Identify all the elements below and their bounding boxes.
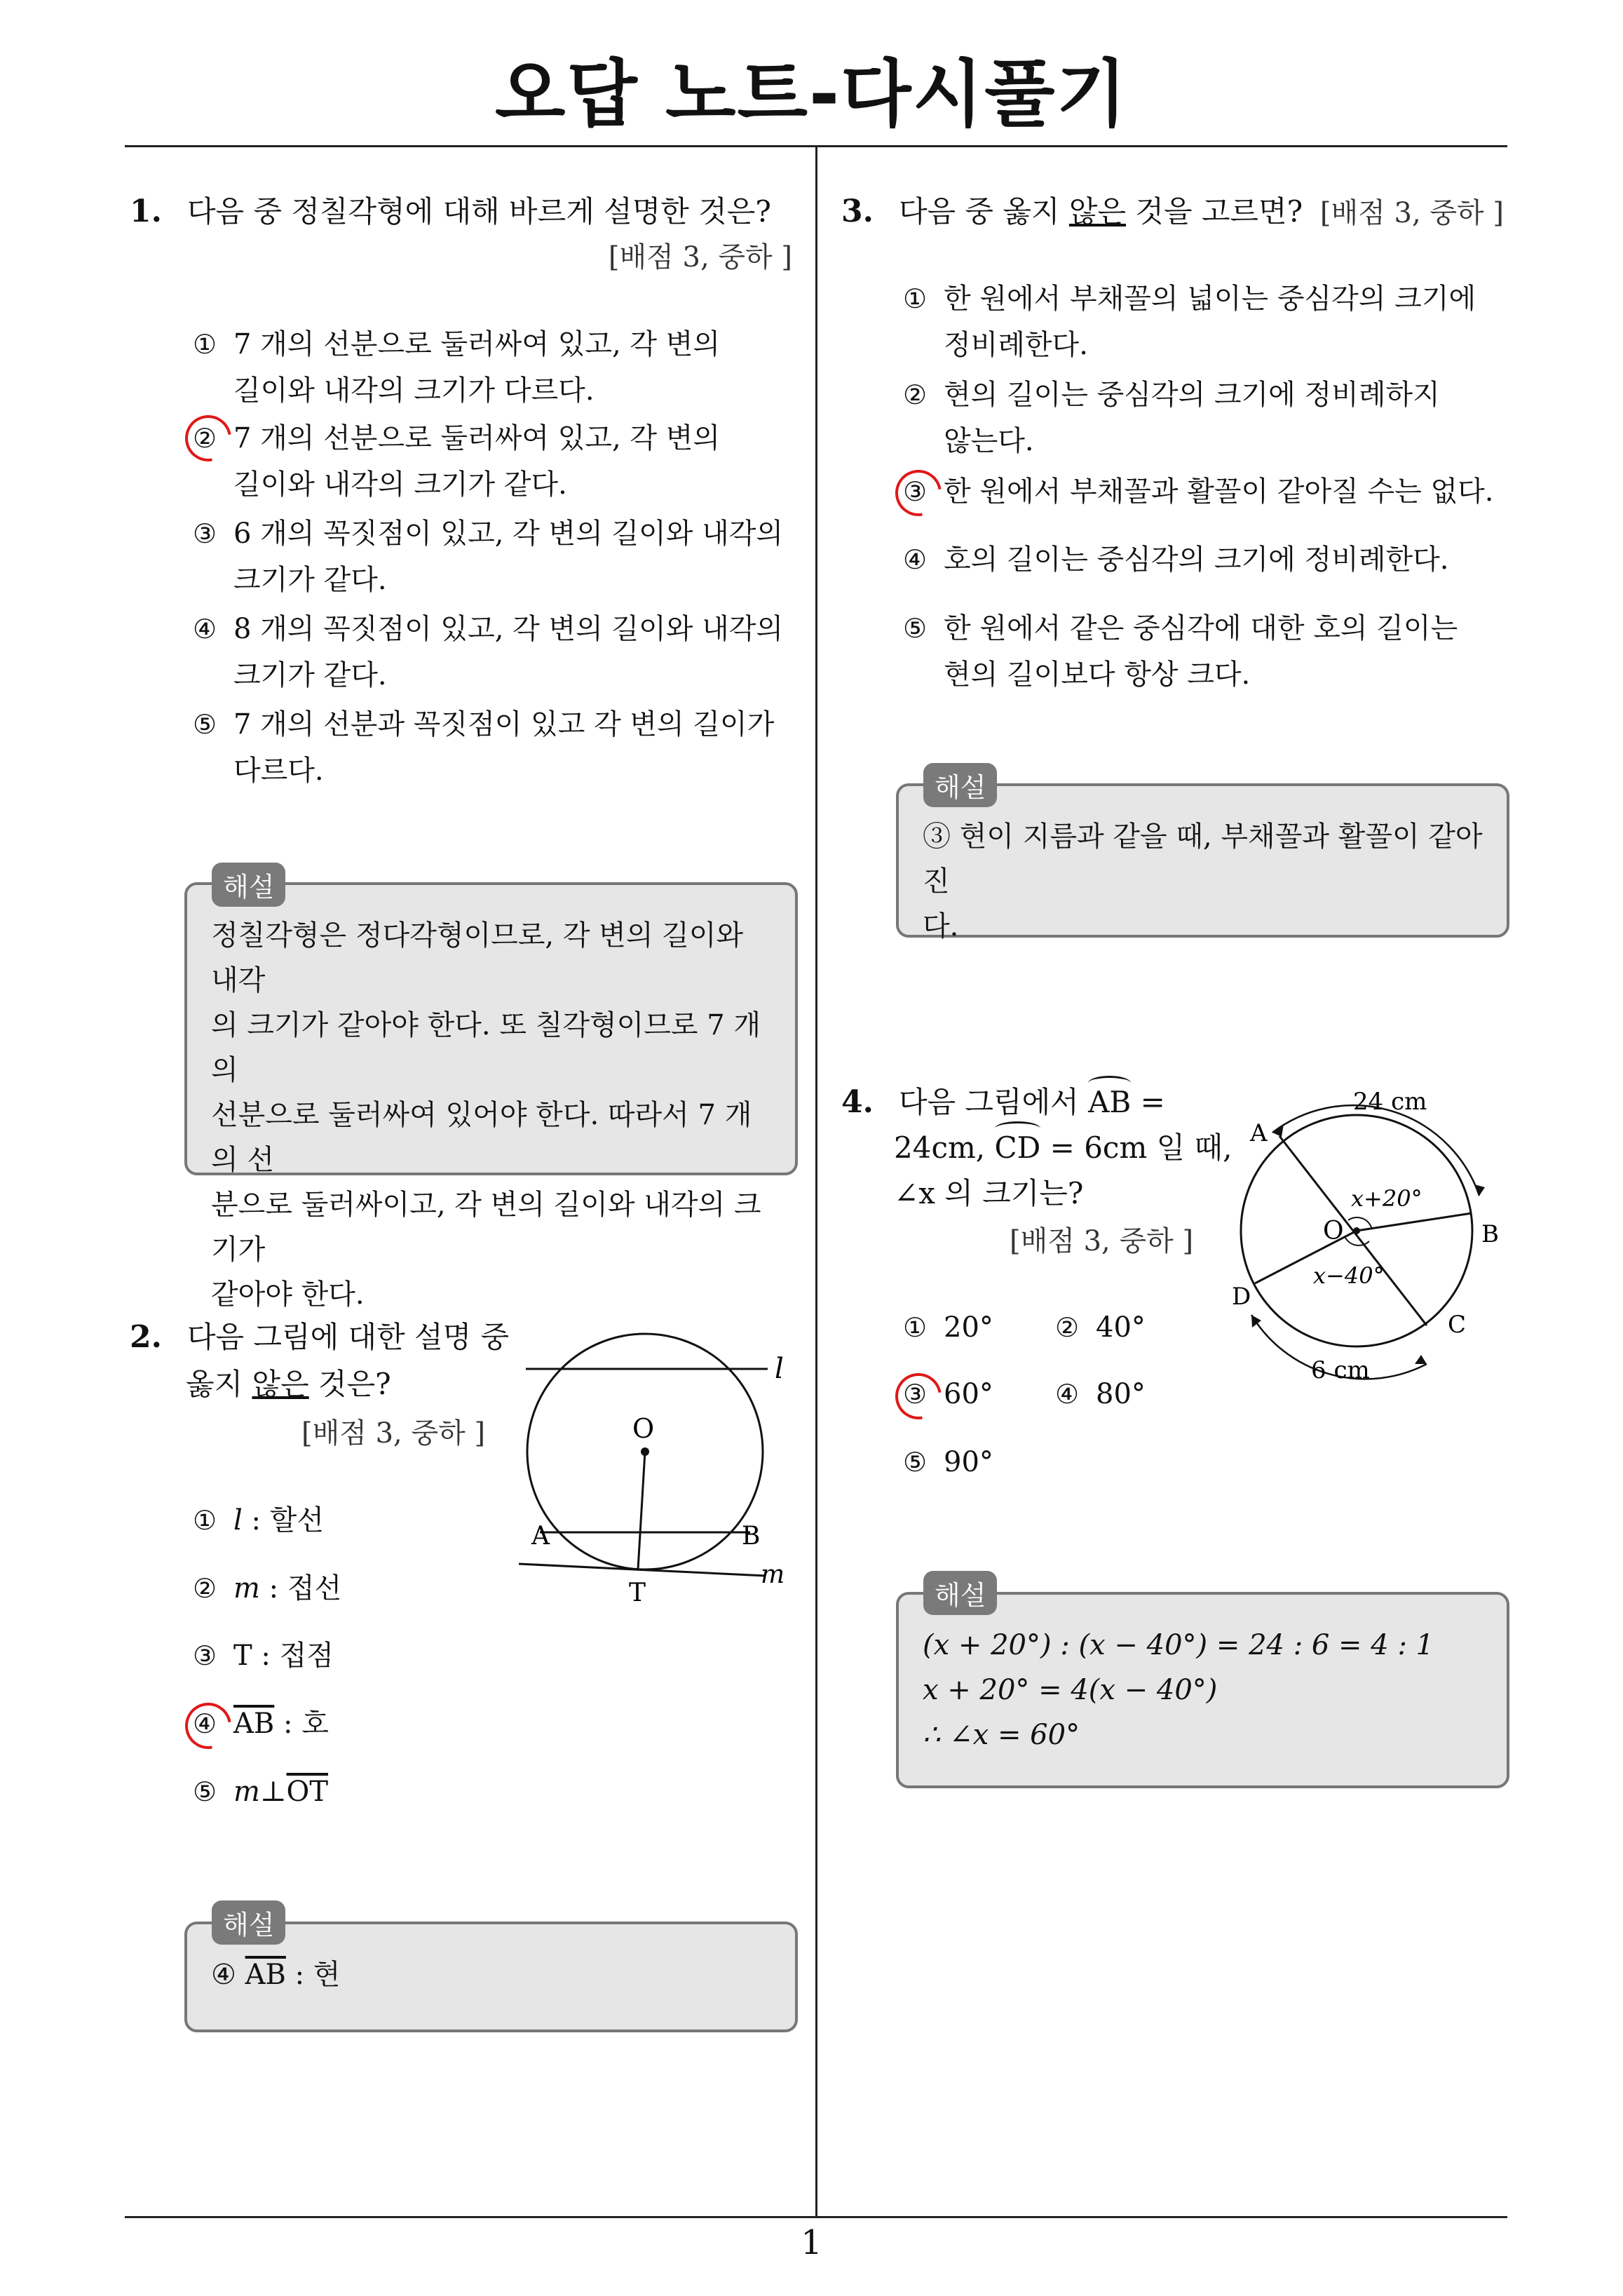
q4-header xyxy=(841,1080,1165,1125)
label-6cm: 6 cm xyxy=(1311,1356,1370,1384)
option-text: 60° xyxy=(944,1378,993,1410)
column-divider xyxy=(815,147,817,2217)
option-text: 다르다. xyxy=(233,755,324,787)
option-text: 호의 길이는 중심각의 크기에 정비례한다. xyxy=(944,543,1449,576)
q1-option-5[interactable] xyxy=(193,701,774,794)
page-title: 오답 노트-다시풀기 xyxy=(494,51,1129,137)
arc-AB-symbol: AB xyxy=(1088,1080,1131,1125)
option-mark: ③ xyxy=(903,1379,928,1410)
q2-text: 옳지 xyxy=(186,1367,252,1401)
solution-line: ∴ ∠x = 60° xyxy=(923,1719,1080,1751)
option-text: 크기가 같다. xyxy=(233,659,387,691)
option-text: 40° xyxy=(1096,1311,1146,1344)
solution-line: 선분으로 둘러싸여 있어야 한다. 따라서 7 개의 선 xyxy=(211,1099,752,1176)
q4-option-2[interactable] xyxy=(1055,1304,1146,1351)
option-mark: ① xyxy=(903,1312,928,1343)
q3-option-2[interactable] xyxy=(903,372,1440,464)
option-mark: ① xyxy=(193,1505,217,1536)
option-text: 현의 길이는 중심각의 크기에 정비례하지 xyxy=(944,379,1440,411)
option-symbol: l xyxy=(233,1504,243,1537)
q2-option-1[interactable] xyxy=(193,1497,324,1544)
q2-solution-label: 해설 xyxy=(212,1900,285,1945)
option-text: 길이와 내각의 크기가 같다. xyxy=(233,468,567,501)
q4-text: 24cm, xyxy=(894,1130,995,1165)
solution-line: 정칠각형은 정다각형이므로, 각 변의 길이와 내각 xyxy=(211,919,744,997)
option-mark: ① xyxy=(193,329,217,360)
q3-text-underlined: 않은 xyxy=(1068,194,1127,229)
q2-option-2[interactable] xyxy=(193,1565,341,1612)
option-text: 7 개의 선분으로 둘러싸여 있고, 각 변의 xyxy=(233,422,721,454)
option-text: 크기가 같다. xyxy=(233,564,387,596)
q1-text: 다음 중 정칠각형에 대해 바르게 설명한 것은? xyxy=(186,194,771,229)
option-text: : 접선 xyxy=(259,1572,342,1605)
option-text: : 할선 xyxy=(242,1504,324,1537)
q4-header-line3: ∠x 의 크기는? xyxy=(894,1176,1084,1210)
option-mark: ⑤ xyxy=(193,1776,217,1807)
q3-option-4[interactable] xyxy=(903,536,1448,583)
option-mark: ② xyxy=(1055,1312,1080,1343)
footer-divider xyxy=(125,2216,1507,2218)
label-l: l xyxy=(775,1353,784,1385)
option-text: 한 원에서 부채꼴과 활꼴이 같아질 수는 없다. xyxy=(944,475,1494,508)
label-C: C xyxy=(1448,1311,1467,1339)
solution-text: : 현 xyxy=(285,1959,341,1991)
q2-option-3[interactable] xyxy=(193,1633,334,1679)
arc-CD-symbol: CD xyxy=(995,1126,1041,1170)
label-D: D xyxy=(1232,1283,1251,1311)
q1-option-2[interactable] xyxy=(193,415,720,508)
option-text: 90° xyxy=(944,1446,993,1478)
option-text: 20° xyxy=(944,1311,993,1344)
option-mark: ④ xyxy=(903,544,928,575)
option-text: 현의 길이보다 항상 크다. xyxy=(944,659,1251,691)
q2-header-line2 xyxy=(186,1362,391,1407)
label-O: O xyxy=(632,1413,655,1444)
q2-text: 것은? xyxy=(308,1367,391,1401)
option-mark: ④ xyxy=(1055,1379,1080,1410)
label-B: B xyxy=(742,1522,761,1551)
q4-solution-label: 해설 xyxy=(923,1571,997,1615)
solution-line: x + 20° = 4(x − 40°) xyxy=(923,1674,1218,1706)
q1-solution-label: 해설 xyxy=(212,863,285,907)
q4-meta: [배점 3, 중하 ] xyxy=(1010,1225,1194,1257)
option-mark: ③ xyxy=(193,1640,217,1671)
q4-text: = 6cm 일 때, xyxy=(1040,1130,1232,1165)
option-mark: ② xyxy=(903,379,928,410)
label-A: A xyxy=(531,1522,550,1551)
option-symbol: $\overline{OT}$ xyxy=(286,1776,329,1808)
q4-solution-box xyxy=(896,1592,1509,1788)
q2-text-underlined: 않은 xyxy=(252,1367,309,1401)
option-mark: ③ xyxy=(903,476,928,507)
option-symbol: T xyxy=(233,1640,252,1672)
option-text: : 호 xyxy=(274,1708,329,1740)
option-symbol: m⊥ xyxy=(233,1776,287,1808)
option-mark: ⑤ xyxy=(193,709,217,740)
q3-text: 다음 중 옳지 xyxy=(898,194,1069,229)
q1-header xyxy=(130,189,771,234)
option-text: 한 원에서 부채꼴의 넓이는 중심각의 크기에 xyxy=(944,283,1476,315)
page-number: 1 xyxy=(801,2223,822,2262)
option-text: 80° xyxy=(1096,1378,1146,1410)
option-mark: ② xyxy=(193,1573,217,1604)
label-24cm: 24 cm xyxy=(1353,1088,1427,1116)
q4-header-line2 xyxy=(894,1126,1232,1170)
solution-line: 같아야 한다. xyxy=(211,1278,365,1311)
q3-option-5[interactable] xyxy=(903,605,1458,698)
solution-symbol: $\overline{AB}$ xyxy=(245,1959,286,1991)
q4-text: 다음 그림에서 xyxy=(898,1085,1089,1119)
option-text: 길이와 내각의 크기가 다르다. xyxy=(233,374,595,407)
q2-meta: [배점 3, 중하 ] xyxy=(301,1417,486,1450)
option-text: 8 개의 꼭짓점이 있고, 각 변의 길이와 내각의 xyxy=(233,613,784,645)
solution-line: 의 크기가 같아야 한다. 또 칠각형이므로 7 개의 xyxy=(211,1009,761,1086)
q4-number: 4. xyxy=(841,1084,874,1120)
option-text: : 접점 xyxy=(252,1640,334,1672)
solution-line: 다. xyxy=(923,910,959,943)
q4-text: = xyxy=(1131,1085,1165,1119)
option-mark: ④ xyxy=(193,1708,217,1739)
solution-line: (x + 20°) : (x − 40°) = 24 : 6 = 4 : 1 xyxy=(923,1629,1434,1661)
label-B: B xyxy=(1481,1220,1499,1248)
solution-line: ③ 현이 지름과 같을 때, 부채꼴과 활꼴이 같아진 xyxy=(923,821,1483,898)
q2-text: 다음 그림에 대한 설명 중 xyxy=(186,1320,510,1354)
option-mark: ③ xyxy=(193,518,217,549)
option-mark: ⑤ xyxy=(903,1447,928,1478)
solution-line: 분으로 둘러싸이고, 각 변의 길이와 내각의 크기가 xyxy=(211,1189,761,1266)
q4-circle-figure xyxy=(1216,1083,1511,1392)
q1-option-3[interactable] xyxy=(193,511,783,603)
option-mark: ⑤ xyxy=(903,613,928,644)
q4-option-4[interactable] xyxy=(1055,1371,1146,1417)
q2-header xyxy=(130,1315,509,1360)
label-T: T xyxy=(629,1579,646,1607)
label-x-minus-40: x−40° xyxy=(1313,1262,1385,1289)
option-mark: ② xyxy=(193,423,217,454)
q3-text: 것을 고르면? xyxy=(1126,194,1303,229)
option-mark: ① xyxy=(903,283,928,314)
option-text: 6 개의 꼭짓점이 있고, 각 변의 길이와 내각의 xyxy=(233,518,784,550)
option-mark: ④ xyxy=(193,614,217,644)
option-text: 않는다. xyxy=(944,425,1034,457)
solution-mark: ④ xyxy=(211,1959,236,1991)
q2-number: 2. xyxy=(130,1319,162,1355)
q3-solution-label: 해설 xyxy=(923,763,997,807)
q1-solution-box xyxy=(184,882,798,1311)
q1-option-1[interactable] xyxy=(193,321,720,414)
label-x-plus-20: x+20° xyxy=(1351,1185,1422,1212)
option-text: 7 개의 선분으로 둘러싸여 있고, 각 변의 xyxy=(233,328,721,360)
option-symbol: m xyxy=(233,1572,260,1605)
option-symbol: $\overline{AB}$ xyxy=(233,1708,275,1740)
label-O: O xyxy=(1323,1217,1344,1245)
q3-option-3[interactable] xyxy=(903,468,1494,515)
q3-header xyxy=(841,189,1303,234)
q1-number: 1. xyxy=(130,194,162,229)
q1-meta: [배점 3, 중하 ] xyxy=(608,241,792,274)
q3-number: 3. xyxy=(841,194,874,229)
q1-option-4[interactable] xyxy=(193,606,783,698)
q3-meta: [배점 3, 중하 ] xyxy=(1319,197,1504,229)
q2-option-5[interactable] xyxy=(193,1769,328,1815)
q3-option-1[interactable] xyxy=(903,276,1476,368)
label-m: m xyxy=(761,1560,785,1589)
q2-circle-figure xyxy=(519,1318,799,1613)
option-text: 7 개의 선분과 꼭짓점이 있고 각 변의 길이가 xyxy=(233,708,775,741)
q4-option-1[interactable] xyxy=(903,1304,993,1351)
option-text: 정비례한다. xyxy=(944,329,1088,361)
option-text: 한 원에서 같은 중심각에 대한 호의 길이는 xyxy=(944,612,1458,644)
q4-option-5[interactable] xyxy=(903,1439,993,1485)
label-A: A xyxy=(1250,1119,1268,1147)
